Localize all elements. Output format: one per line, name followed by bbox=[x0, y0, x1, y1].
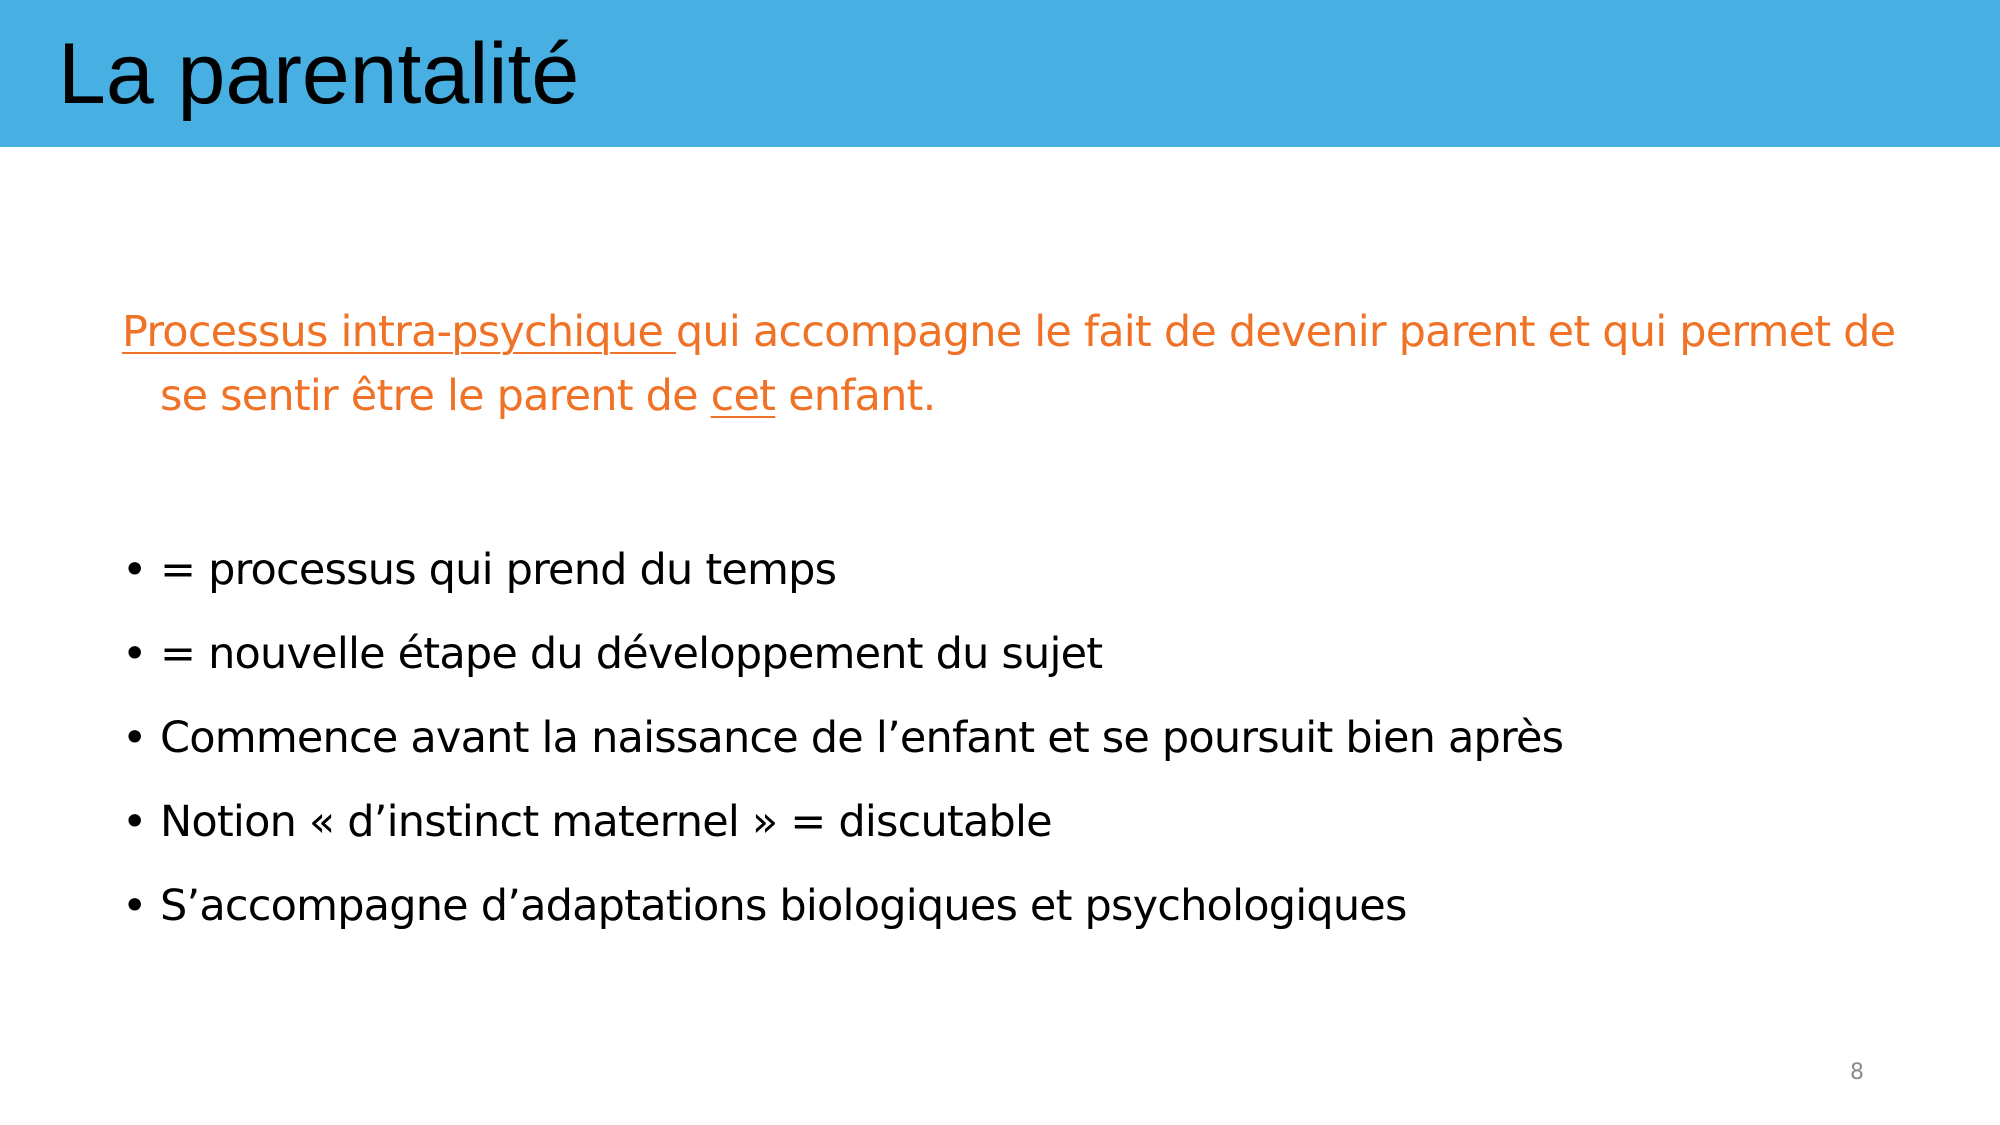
bullet-text: Commence avant la naissance de l’enfant et se poursuit bien après bbox=[160, 713, 1564, 763]
bullet-item bbox=[122, 612, 1563, 696]
definition-paragraph bbox=[122, 300, 1940, 428]
bullet-text: = nouvelle étape du développement du sujet bbox=[160, 629, 1103, 679]
page-number: 8 bbox=[1850, 1060, 1864, 1085]
bullet-icon: • bbox=[122, 545, 147, 595]
bullet-item bbox=[122, 528, 1563, 612]
definition-text-end: enfant. bbox=[775, 371, 936, 421]
bullet-icon: • bbox=[122, 797, 147, 847]
bullet-text: = processus qui prend du temps bbox=[160, 545, 837, 595]
bullet-text: S’accompagne d’adaptations biologiques et psychologiques bbox=[160, 881, 1407, 931]
definition-text: qui accompagne le fait de devenir parent et qui permet de se sentir être le parent de bbox=[160, 307, 1896, 421]
bullet-list bbox=[122, 528, 1563, 948]
slide-title: La parentalité bbox=[58, 26, 580, 122]
bullet-item bbox=[122, 696, 1563, 780]
definition-emphasis: cet bbox=[710, 371, 776, 421]
bullet-icon: • bbox=[122, 629, 147, 679]
bullet-item bbox=[122, 780, 1563, 864]
bullet-text: Notion « d’instinct maternel » = discutable bbox=[160, 797, 1052, 847]
bullet-item bbox=[122, 864, 1563, 948]
bullet-icon: • bbox=[122, 713, 147, 763]
title-bar bbox=[0, 0, 2000, 147]
definition-term: Processus intra-psychique bbox=[122, 307, 676, 357]
bullet-icon: • bbox=[122, 881, 147, 931]
